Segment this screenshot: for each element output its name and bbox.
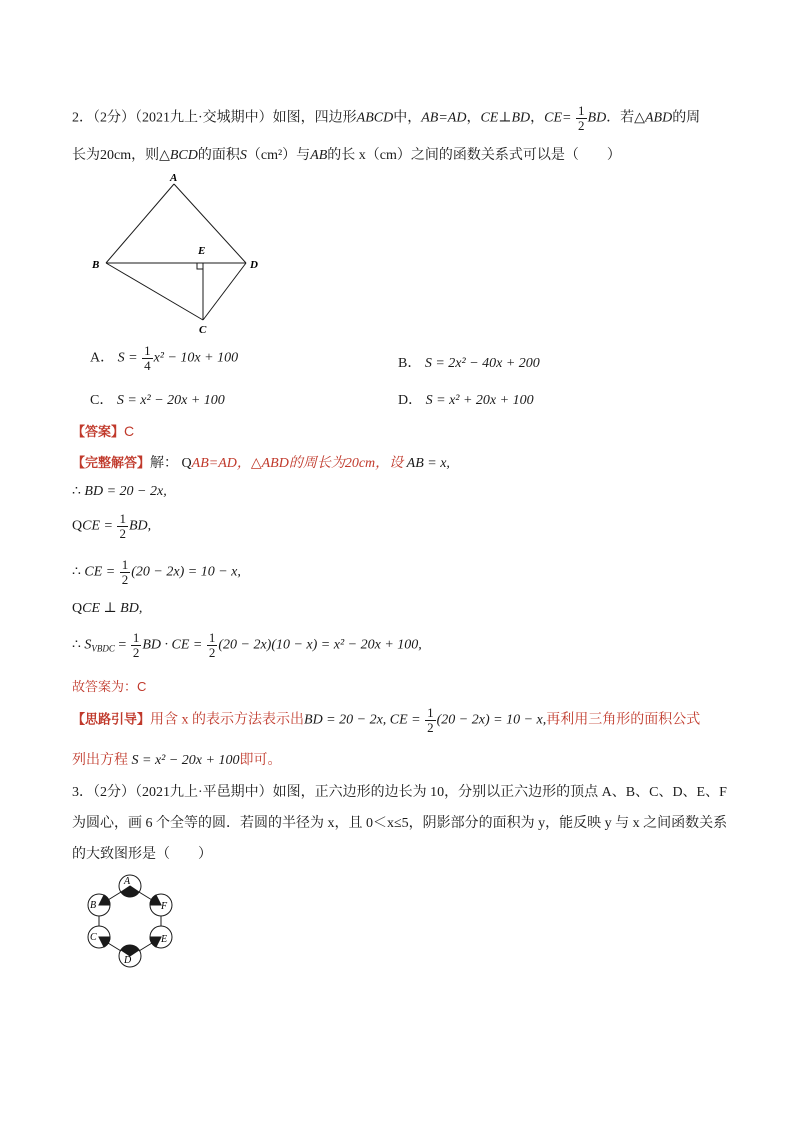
q3-line3: 的大致图形是（ ）: [72, 847, 212, 862]
q3-hexagon-circles-figure: [84, 872, 184, 972]
q2-line1: 2．（2分）（2021九上·交城期中）如图，四边形ABCD中，AB=AD，CE⊥BD，CE= $\frac{1}{2}$ BD．若△ABD的周: [72, 103, 701, 133]
solution-tag: 【完整解答】: [72, 455, 151, 470]
answer-value: C: [124, 423, 135, 439]
edge-ad: [174, 184, 246, 263]
hint-tag: 【思路引导】: [72, 711, 151, 727]
label-c: C: [199, 324, 207, 336]
q3-line2: 为圆心，画 6 个全等的圆．若圆的半径为 x，且 0＜x≤5，阴影部分的面积为 y，能反映 y 与 x 之间函数关系: [72, 816, 728, 831]
answer-tag: 【答案】: [72, 424, 125, 439]
option-b[interactable]: B． S = 2x² − 40x + 200: [398, 356, 540, 371]
label-c: C: [90, 932, 97, 943]
label-b: B: [92, 259, 100, 271]
label-e: E: [198, 245, 206, 257]
label-d: D: [250, 259, 258, 271]
label-b: B: [90, 900, 97, 911]
solution-line1: 【完整解答】解： QAB=AD，△ABD的周长为20cm，设 AB = x,: [72, 455, 450, 471]
answer-line: [72, 421, 134, 441]
hint-line1: 【思路引导】用含 x 的表示方法表示出BD = 20 − 2x, CE = $\frac{1}{2}$ (20 − 2x) = 10 − x,再利用三角形的面积公式: [72, 705, 701, 735]
option-c[interactable]: C． S = x² − 20x + 100: [90, 393, 225, 408]
q2-line2: 长为20cm，则△BCD的面积S（cm²）与AB的长 x（cm）之间的函数关系式可以是（ ）: [72, 148, 621, 163]
half-fraction: $\frac{1}{2}$: [578, 103, 585, 133]
edge-ab: [106, 184, 174, 263]
solution-line6: ∴ $S_{VBDC}$ = $\frac{1}{2}$ BD · CE = $\frac{1}{2}$ (20 − 2x)(10 − x) = x² − 20x + 100,: [72, 630, 422, 660]
option-d[interactable]: D． S = x² + 20x + 100: [398, 393, 534, 408]
edge-cd: [203, 263, 246, 320]
q3-line1: 3．（2分）（2021九上·平邑期中）如图，正六边形的边长为 10，分别以正六边形的顶点 A、B、C、D、E、F: [72, 785, 727, 800]
hint-line2: 列出方程 S = x² − 20x + 100即可。: [72, 753, 282, 768]
solution-line3: QCE = $\frac{1}{2}$ BD,: [72, 511, 152, 541]
label-d: D: [124, 955, 132, 966]
label-a: A: [170, 172, 178, 184]
label-e: E: [161, 934, 168, 945]
q2-quadrilateral-figure: [88, 168, 268, 338]
option-a[interactable]: A． S = $\frac{1}{4}$ x² − 10x + 100: [90, 343, 239, 373]
label-f: F: [161, 901, 168, 912]
solution-line2: ∴ BD = 20 − 2x,: [72, 484, 167, 499]
solution-final: 故答案为：C: [72, 679, 147, 694]
label-a: A: [124, 876, 131, 887]
edge-bc: [106, 263, 203, 320]
solution-line5: QCE ⊥ BD,: [72, 601, 143, 616]
right-angle-mark: [197, 263, 203, 269]
solution-line4: ∴ CE = $\frac{1}{2}$ (20 − 2x) = 10 − x,: [72, 557, 241, 587]
